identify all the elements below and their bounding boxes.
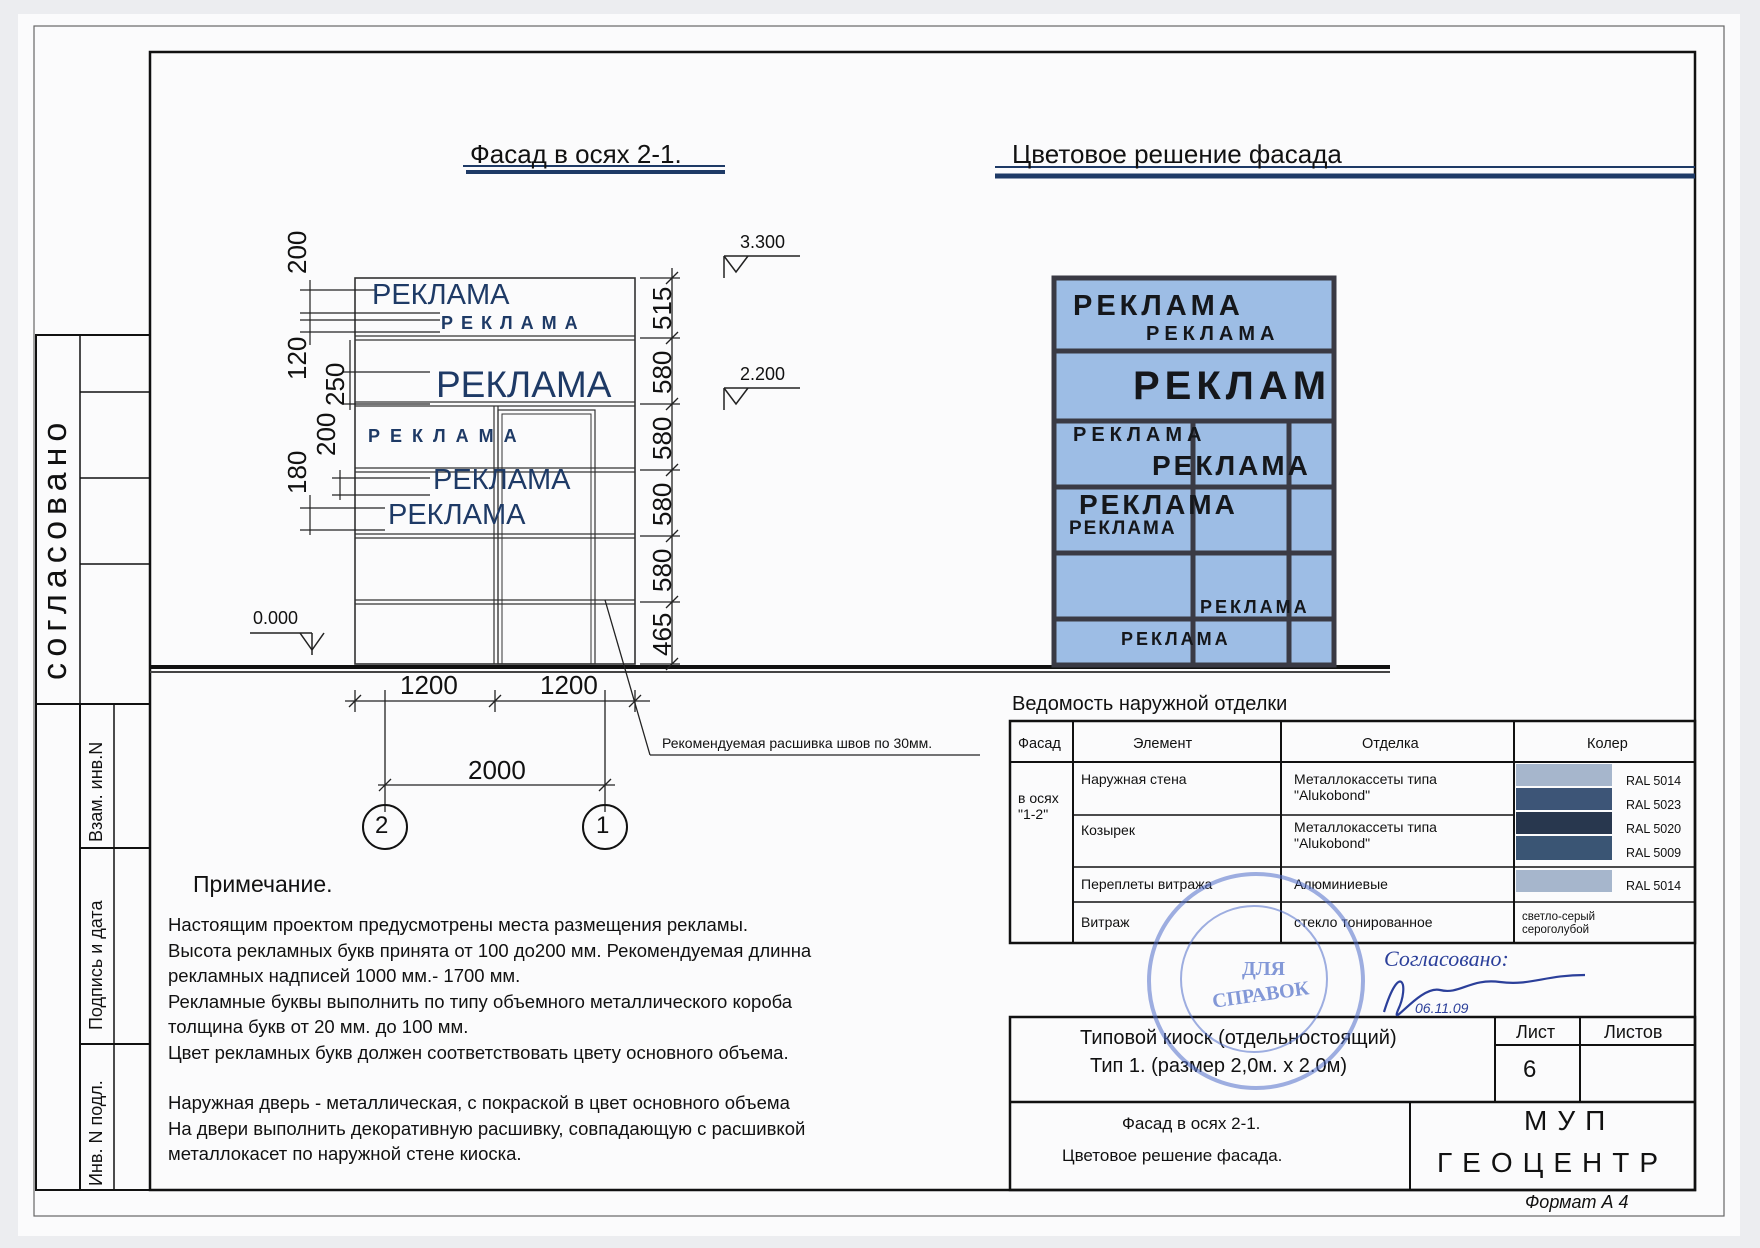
sheets-label: Листов <box>1604 1022 1663 1042</box>
facade-ad-4: РЕКЛАМА <box>368 426 527 446</box>
ldim-3: 250 <box>320 362 350 406</box>
color-ad-5: РЕКЛАМА <box>1152 450 1311 481</box>
stamp-text-2: СПРАВОК <box>1210 977 1311 1013</box>
approval-date: 06.11.09 <box>1415 1000 1469 1016</box>
ldim-5: 180 <box>282 450 312 494</box>
note-line: Цвет рекламных букв должен соответствовать цвету основного объема. <box>168 1041 789 1063</box>
notes-heading: Примечание. <box>193 871 333 897</box>
approval-note: Согласовано: <box>1384 946 1509 971</box>
row4-finish: стекло тонированное <box>1294 914 1433 930</box>
facade-title: Фасад в осях 2-1. <box>470 139 682 169</box>
ldim-2: 120 <box>282 336 312 380</box>
note-line: толщина букв от 20 мм. до 100 мм. <box>168 1016 469 1037</box>
vdim-1: 515 <box>647 286 677 330</box>
note-line: Высота рекламных букв принята от 100 до200 мм. Рекомендуемая длинна <box>168 939 812 961</box>
row1-finish: Металлокассеты типа "Alukobond" <box>1294 771 1437 803</box>
vdim-4: 580 <box>647 482 677 526</box>
th-color: Колер <box>1587 736 1628 752</box>
ral-1: RAL 5014 <box>1626 774 1682 788</box>
format-label: Формат А 4 <box>1525 1192 1629 1212</box>
color-ad-2: РЕКЛАМА <box>1146 323 1280 345</box>
ldim-4: 200 <box>311 412 341 456</box>
note-line: На двери выполнить декоративную расшивку, совпадающую с расшивкой <box>168 1117 806 1139</box>
drawing-line1: Фасад в осях 2-1. <box>1122 1114 1261 1133</box>
color-ad-9: РЕКЛАМА <box>1121 629 1231 649</box>
note-line: Наружная дверь - металлическая, с покраской в цвет основного объема <box>168 1092 790 1113</box>
drawing-line2: Цветовое решение фасада. <box>1062 1146 1283 1165</box>
hdim-total: 2000 <box>468 755 526 785</box>
ral-5: RAL 5014 <box>1626 879 1682 893</box>
row3-finish: Алюминиевые <box>1294 876 1388 892</box>
org-line2: ГЕОЦЕНТР <box>1437 1147 1669 1178</box>
level-mid: 2.200 <box>740 364 786 384</box>
th-element: Элемент <box>1133 736 1193 752</box>
color-ad-8: РЕКЛАМА <box>1200 597 1310 617</box>
facade-ad-5: РЕКЛАМА <box>433 464 571 496</box>
row2-finish: Металлокассеты типа "Alukobond" <box>1294 819 1437 851</box>
facade-ad-3: РЕКЛАМА <box>436 364 612 405</box>
row2-element: Козырек <box>1081 822 1135 838</box>
hdim-2: 1200 <box>540 670 598 700</box>
joint-note: Рекомендуемая расшивка швов по 30мм. <box>662 735 933 751</box>
note-line: Настоящим проектом предусмотрены места размещения рекламы. <box>168 914 749 935</box>
ldim-1: 200 <box>282 230 312 274</box>
level-top: 3.300 <box>740 232 786 252</box>
inv-orig-label: Инв. N подл. <box>86 1080 106 1186</box>
glass-color: светло-серый сероголубой <box>1522 911 1596 936</box>
inv-no-label: Взам. инв.N <box>86 741 106 842</box>
axis-1: 1 <box>596 812 610 839</box>
note-line: Рекламные буквы выполнить по типу объемного металлического короба <box>168 990 793 1012</box>
facade-ad-1: РЕКЛАМА <box>372 279 510 311</box>
row1-element: Наружная стена <box>1081 771 1187 787</box>
th-finish: Отделка <box>1362 736 1419 752</box>
agreed-label: согласовано <box>36 416 74 680</box>
vdim-3: 580 <box>647 416 677 460</box>
facade-ad-6: РЕКЛАМА <box>388 499 526 531</box>
ral-4: RAL 5009 <box>1626 846 1682 860</box>
vdim-6: 465 <box>647 612 677 656</box>
row3-element: Переплеты витража <box>1081 876 1213 892</box>
color-ad-4: РЕКЛАМА <box>1073 424 1207 446</box>
axis-2: 2 <box>375 812 389 839</box>
org-line1: МУП <box>1524 1105 1616 1136</box>
note-line: металлокасет по наружной стене киоска. <box>168 1143 522 1164</box>
color-ad-3: РЕКЛАМ <box>1133 364 1332 408</box>
ral-3: RAL 5020 <box>1626 822 1682 836</box>
th-facade: Фасад <box>1018 736 1061 752</box>
sheet-label: Лист <box>1516 1022 1556 1042</box>
sign-date-label: Подпись и дата <box>86 900 106 1030</box>
row4-element: Витраж <box>1081 914 1130 930</box>
vdim-5: 580 <box>647 548 677 592</box>
facade-cell: в осях "1-2" <box>1018 790 1059 822</box>
vdim-2: 580 <box>647 350 677 394</box>
color-title: Цветовое решение фасада <box>1012 139 1342 169</box>
color-ad-1: РЕКЛАМА <box>1073 290 1244 322</box>
color-ad-7: РЕКЛАМА <box>1069 518 1177 539</box>
hdim-1: 1200 <box>400 670 458 700</box>
stamp-text-1: ДЛЯ <box>1242 958 1286 980</box>
level-zero: 0.000 <box>253 608 299 628</box>
note-line: рекламных надписей 1000 мм.- 1700 мм. <box>168 965 521 986</box>
finishing-title: Ведомость наружной отделки <box>1012 693 1288 715</box>
ral-2: RAL 5023 <box>1626 798 1682 812</box>
project-line1: Типовой киоск (отдельностоящий) <box>1080 1027 1397 1049</box>
color-ad-6: РЕКЛАМА <box>1079 489 1238 520</box>
project-line2: Тип 1. (размер 2,0м. х 2.0м) <box>1090 1055 1347 1077</box>
sheet-number: 6 <box>1523 1056 1537 1083</box>
facade-ad-2: РЕКЛАМА <box>441 313 586 333</box>
